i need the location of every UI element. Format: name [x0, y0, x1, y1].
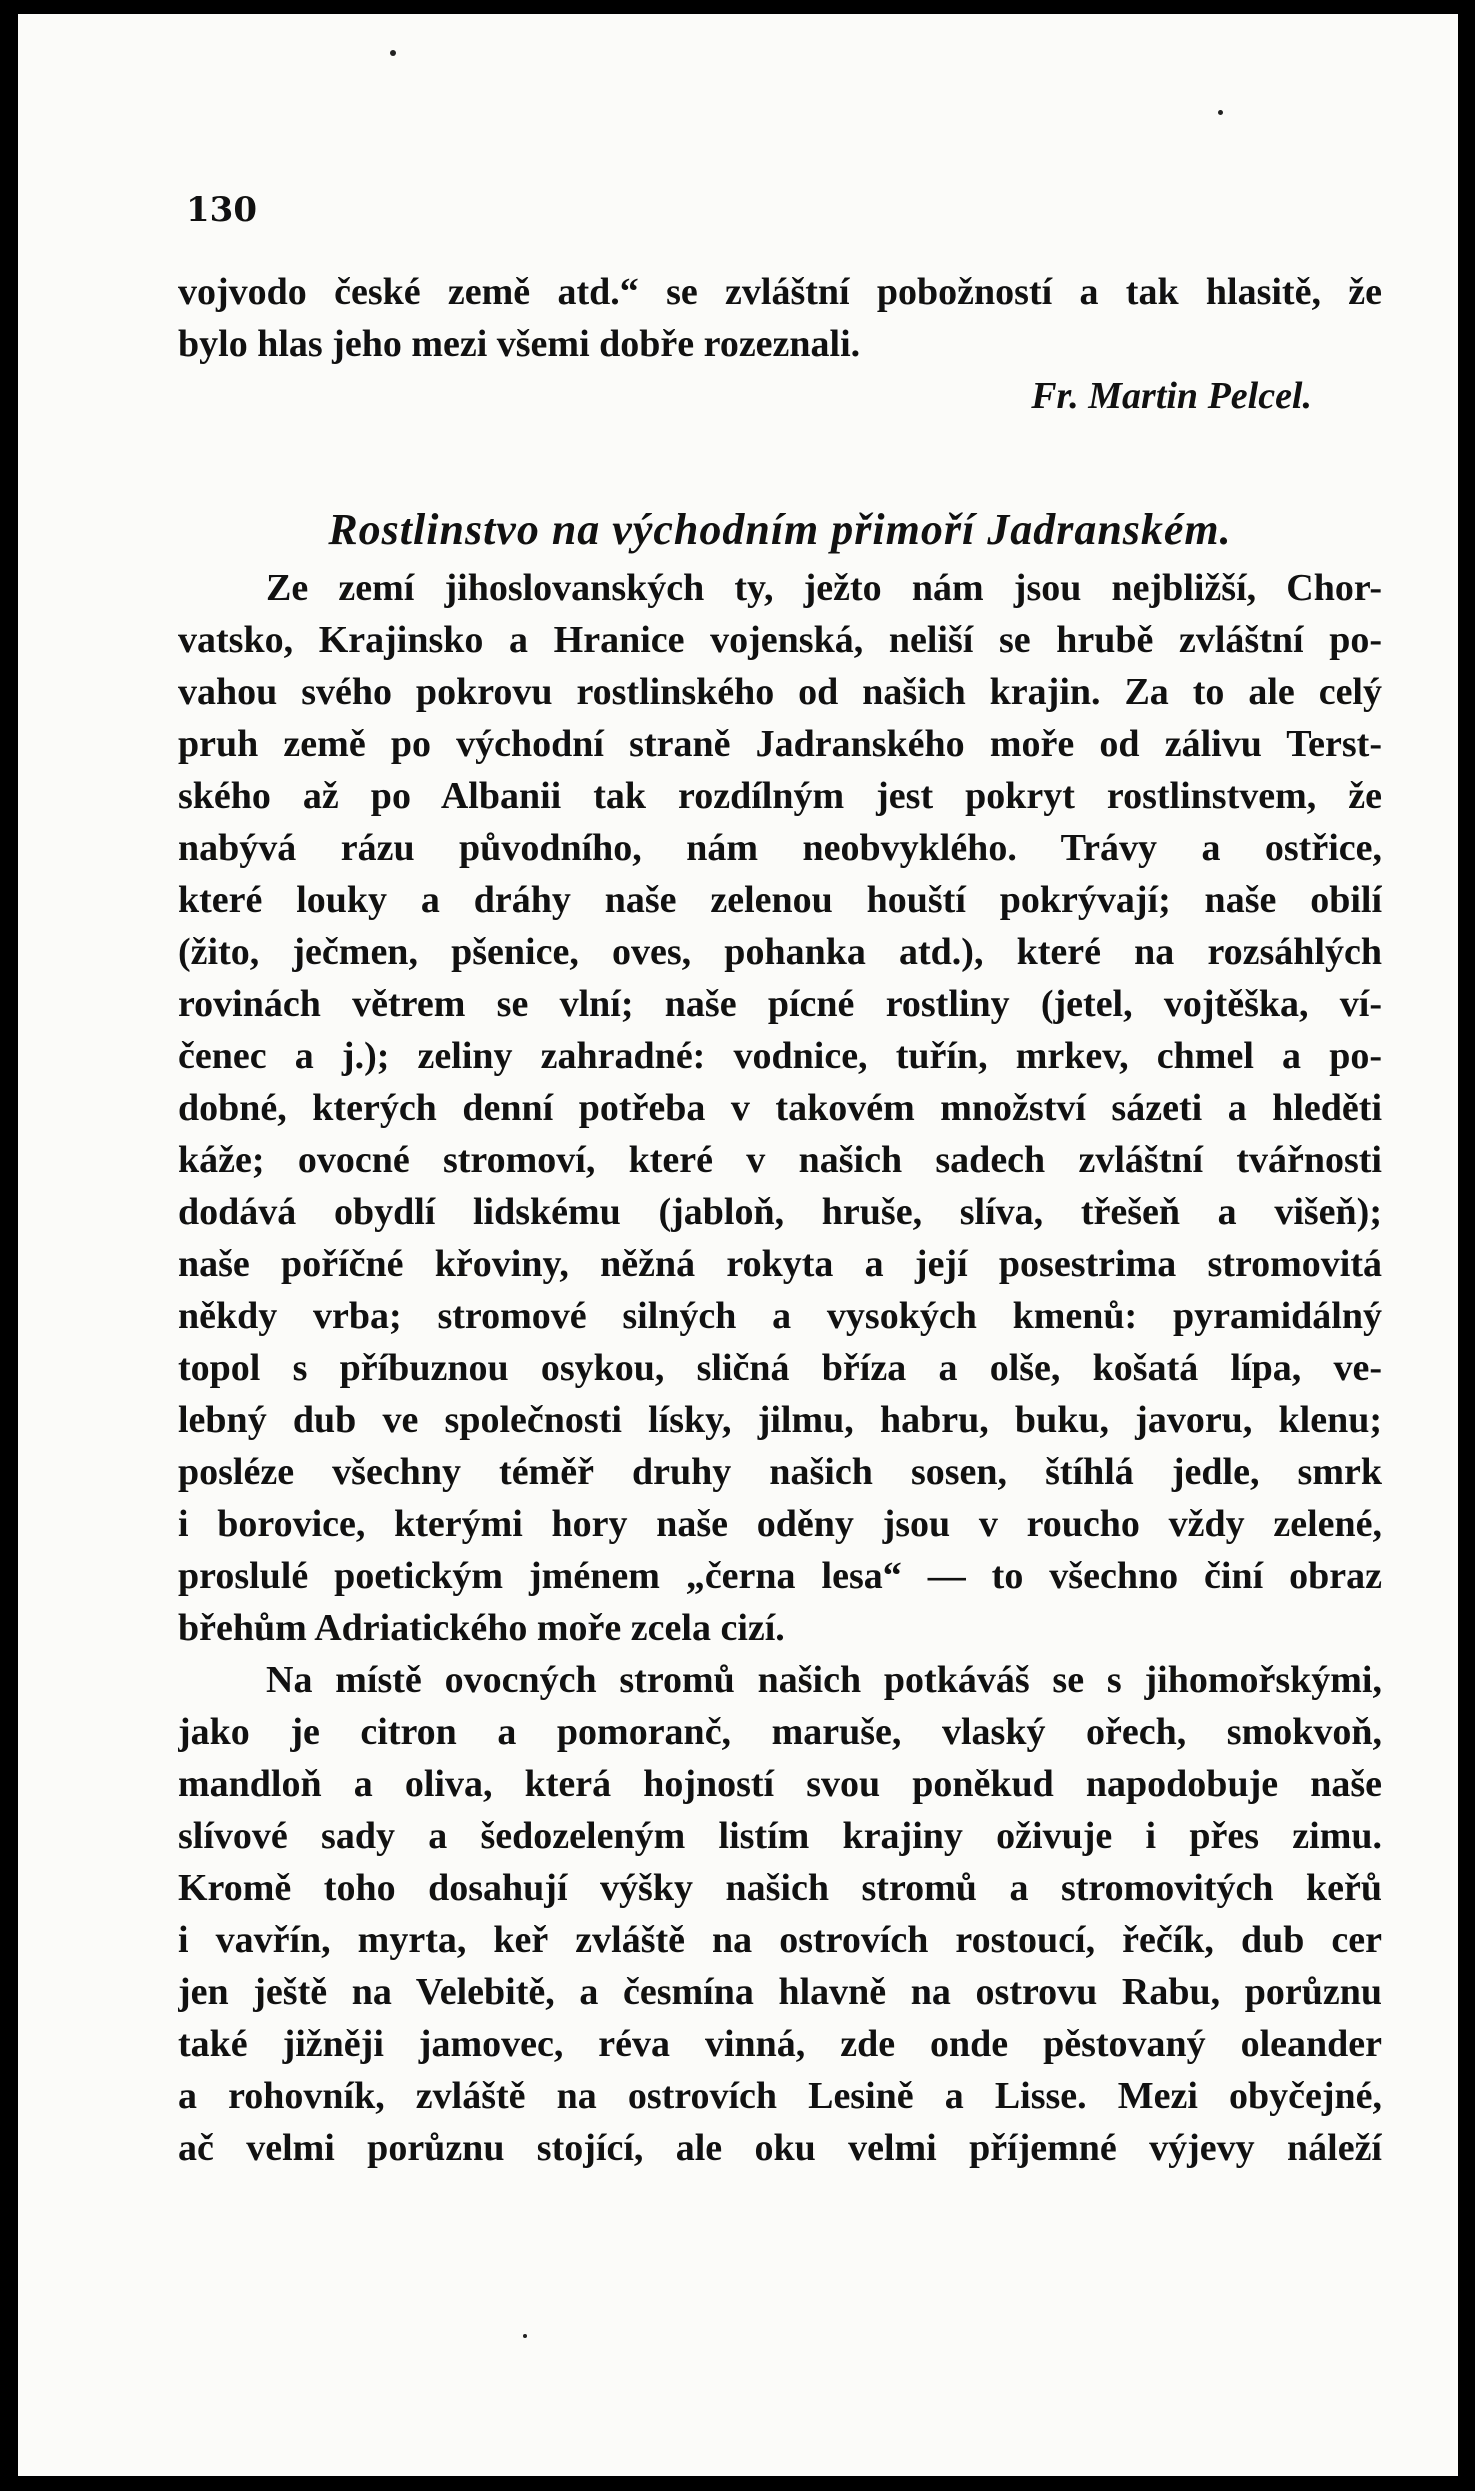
text-line: vojvodo české země atd.“ se zvláštní pobožností a tak hlasitě, že [178, 271, 1382, 313]
page-body [178, 266, 1382, 2174]
text-line: ského až po Albanii tak rozdílným jest pokryt rostlinstvem, že [178, 775, 1382, 817]
speck [390, 50, 396, 56]
text-line: jen ještě na Velebitě, a česmína hlavně na ostrovu Rabu, porůznu [178, 1971, 1382, 2013]
text-line: Na místě ovocných stromů našich potkáváš se s jihomořskými, [266, 1659, 1382, 1701]
text-line: rovinách větrem se vlní; naše pícné rostliny (jetel, vojtěška, ví- [178, 983, 1382, 1025]
text-line: topol s příbuznou osykou, sličná bříza a olše, košatá lípa, ve- [178, 1347, 1382, 1389]
text-line: vatsko, Krajinsko a Hranice vojenská, neliší se hrubě zvláštní po- [178, 619, 1382, 661]
text-line: břehům Adriatického moře zcela cizí. [178, 1607, 785, 1649]
text-line: káže; ovocné stromoví, které v našich sadech zvláštní tvářnosti [178, 1139, 1382, 1181]
text-line: Kromě toho dosahují výšky našich stromů a stromovitých keřů [178, 1867, 1382, 1909]
text-line: jako je citron a pomoranč, maruše, vlaský ořech, smokvoň, [178, 1711, 1382, 1753]
text-line: proslulé poetickým jménem „černa lesa“ — to všechno činí obraz [178, 1555, 1382, 1597]
paragraph-1 [178, 562, 1382, 1654]
text-line: slívové sady a šedozeleným listím krajiny oživuje i přes zimu. [178, 1815, 1382, 1857]
text-line: naše poříčné křoviny, něžná rokyta a její posestrima stromovitá [178, 1243, 1382, 1285]
page-number: 130 [186, 190, 257, 230]
text-line: také jižněji jamovec, réva vinná, zde onde pěstovaný oleander [178, 2023, 1382, 2065]
text-line: Ze zemí jihoslovanských ty, ježto nám jsou nejbližší, Chor- [266, 567, 1382, 609]
book-page [18, 14, 1458, 2476]
text-line: lebný dub ve společnosti lísky, jilmu, habru, buku, javoru, klenu; [178, 1399, 1382, 1441]
speck [1218, 110, 1223, 115]
text-line: bylo hlas jeho mezi všemi dobře rozeznali. [178, 323, 861, 365]
text-line: (žito, ječmen, pšenice, oves, pohanka atd.), které na rozsáhlých [178, 931, 1382, 973]
speck [523, 2334, 527, 2338]
text-line: nabývá rázu původního, nám neobvyklého. Trávy a ostřice, [178, 827, 1382, 869]
text-line: někdy vrba; stromové silných a vysokých kmenů: pyramidálný [178, 1295, 1382, 1337]
text-line: a rohovník, zvláště na ostrovích Lesině a Lisse. Mezi obyčejné, [178, 2075, 1382, 2117]
text-line: vahou svého pokrovu rostlinského od našich krajin. Za to ale celý [178, 671, 1382, 713]
text-line: pruh země po východní straně Jadranského moře od zálivu Terst- [178, 723, 1382, 765]
text-line: i borovice, kterými hory naše oděny jsou v roucho vždy zelené, [178, 1503, 1382, 1545]
text-line: dobné, kterých denní potřeba v takovém množství sázeti a hleděti [178, 1087, 1382, 1129]
text-line: posléze všechny téměř druhy našich sosen, štíhlá jedle, smrk [178, 1451, 1382, 1493]
text-line: čenec a j.); zeliny zahradné: vodnice, tuřín, mrkev, chmel a po- [178, 1035, 1382, 1077]
section-heading: Rostlinstvo na východním přimoří Jadranském. [328, 505, 1232, 554]
text-line: ač velmi porůznu stojící, ale oku velmi příjemné výjevy náleží [178, 2127, 1382, 2169]
text-line: které louky a dráhy naše zelenou houští pokrývají; naše obilí [178, 879, 1382, 921]
text-line: dodává obydlí lidskému (jabloň, hruše, slíva, třešeň a višeň); [178, 1191, 1382, 1233]
text-line: mandloň a oliva, která hojností svou poněkud napodobuje naše [178, 1763, 1382, 1805]
text-line: i vavřín, myrta, keř zvláště na ostrovích rostoucí, řečík, dub cer [178, 1919, 1382, 1961]
author-signature: Fr. Martin Pelcel. [1031, 375, 1312, 417]
preceding-text [178, 266, 1382, 370]
paragraph-2 [178, 1654, 1382, 2174]
